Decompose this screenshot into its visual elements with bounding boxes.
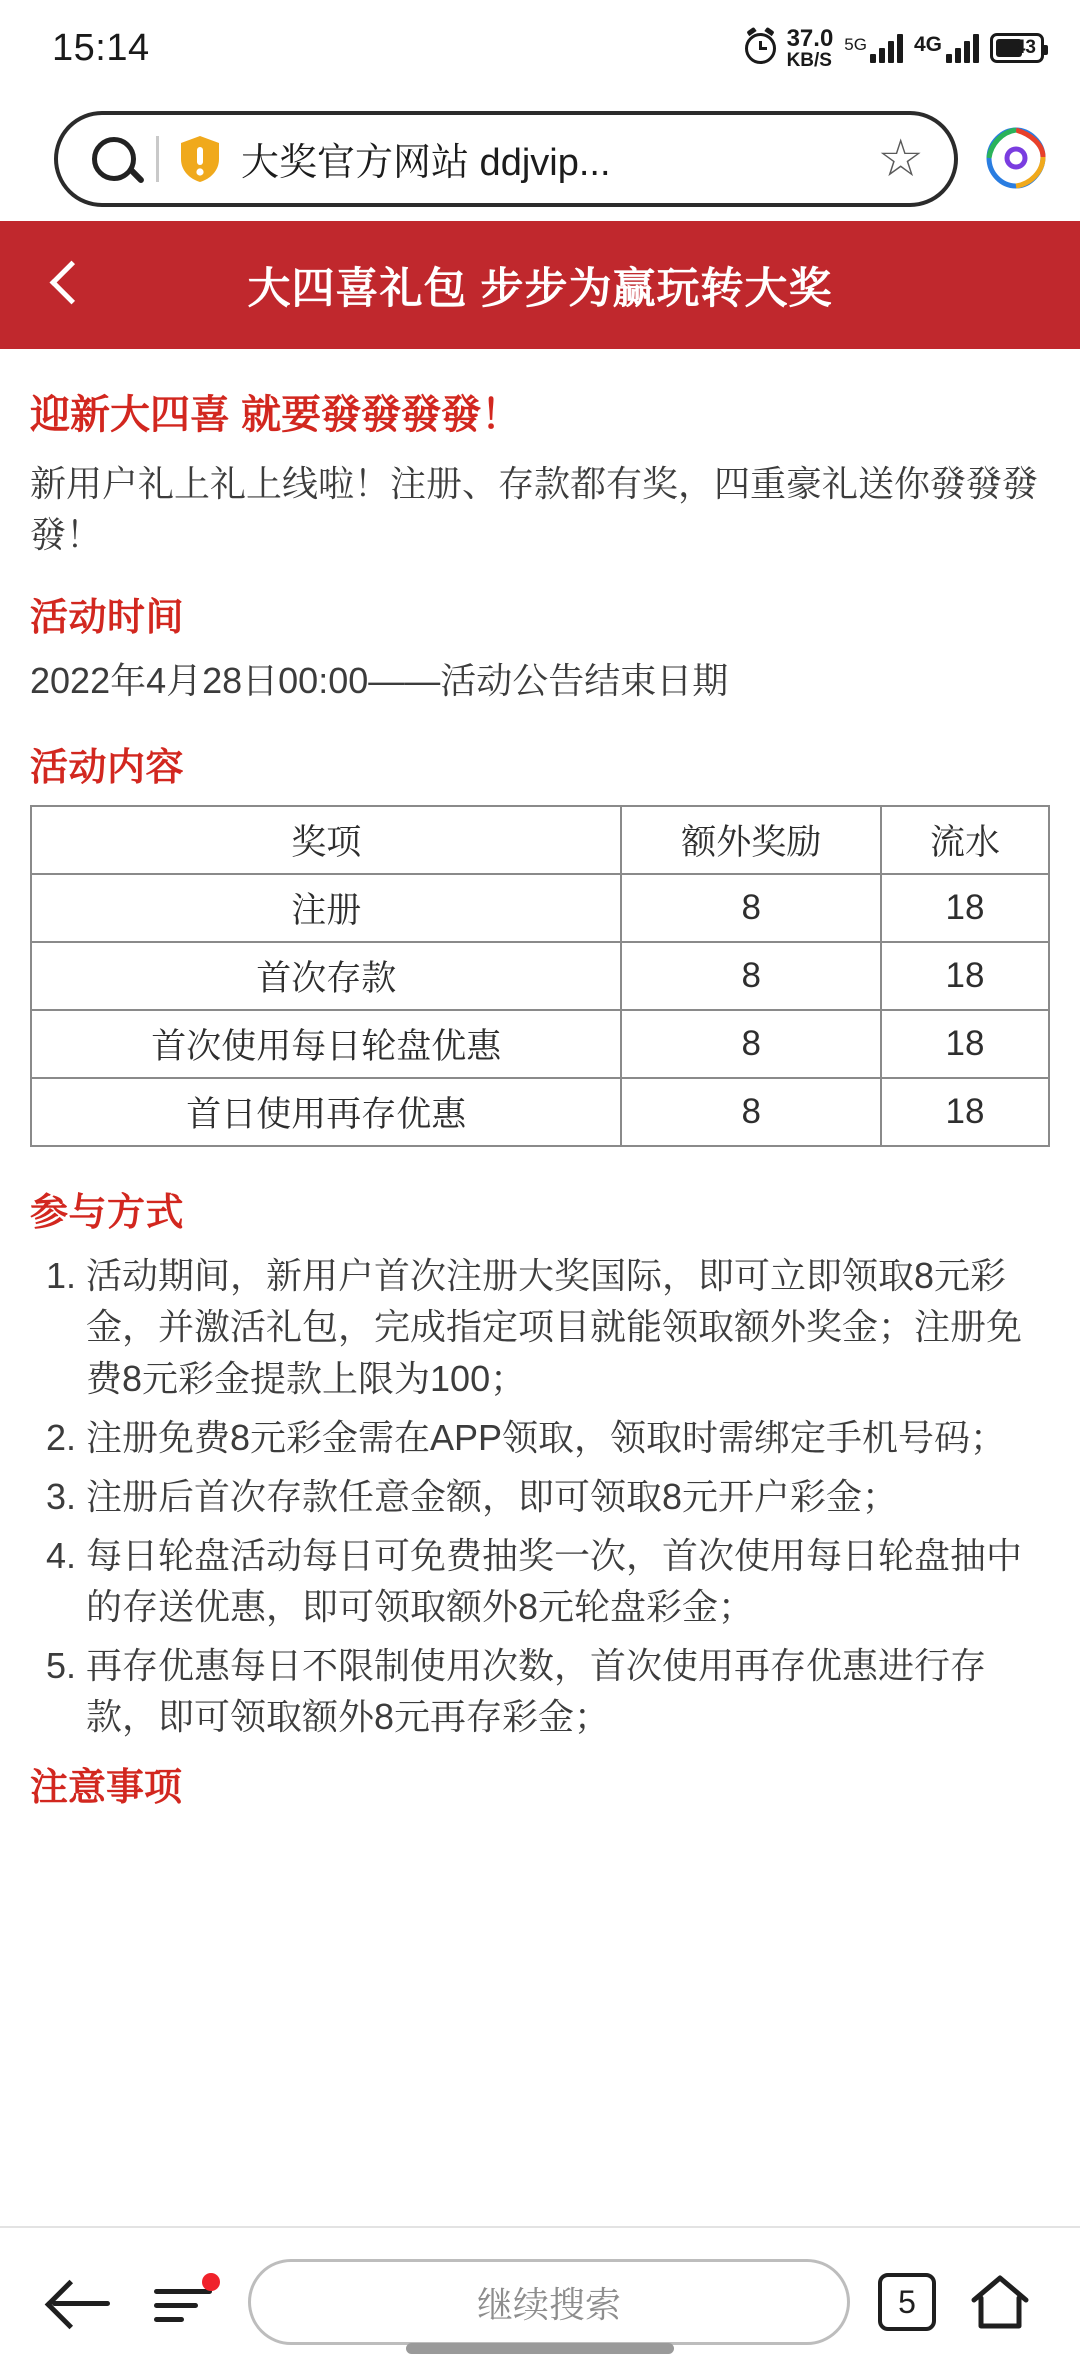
signal-bars-icon-2 (946, 33, 979, 63)
network-speed-unit: KB/S (786, 49, 832, 71)
tab-switcher-button[interactable] (878, 2273, 936, 2331)
table-cell: 18 (881, 1078, 1049, 1146)
arrow-left-icon[interactable] (44, 2265, 118, 2339)
table-row (31, 942, 1049, 1010)
battery-percent-label: 43 (1014, 37, 1036, 58)
alarm-clock-icon (745, 33, 776, 64)
table-cell: 首次使用每日轮盘优惠 (31, 1010, 621, 1078)
home-icon[interactable] (964, 2266, 1036, 2338)
battery-icon (990, 33, 1044, 63)
table-cell: 8 (621, 942, 881, 1010)
network-speed-value: 37.0 (786, 24, 834, 52)
rewards-table (30, 805, 1050, 1147)
menu-lines-icon[interactable] (146, 2265, 220, 2339)
sim1-signal-indicator (844, 33, 903, 63)
section-title-notes: 注意事项 (30, 1767, 183, 1810)
section-title-content: 活动内容 (30, 747, 185, 790)
tab-count-label: 5 (898, 2283, 916, 2320)
network-type-label: 4G (913, 33, 942, 56)
table-cell: 8 (621, 1010, 881, 1078)
status-bar (0, 0, 1080, 96)
divider (156, 136, 159, 182)
table-header-cell: 奖项 (31, 806, 621, 874)
search-input[interactable] (248, 2259, 850, 2345)
table-cell: 首次存款 (31, 942, 621, 1010)
activity-period: 2022年4月28日00:00——活动公告结束日期 (30, 660, 729, 702)
table-cell: 8 (621, 1078, 881, 1146)
table-header-cell: 流水 (881, 806, 1049, 874)
sim-5g-label: 5G (844, 35, 867, 54)
list-item: 4. 每日轮盘活动每日可免费抽奖一次，首次使用每日轮盘抽中的存送优惠，即可领取额外8元轮盘彩金； (86, 1530, 1050, 1632)
table-header-row (31, 806, 1049, 874)
list-item: 5. 再存优惠每日不限制使用次数，首次使用再存优惠进行存款，即可领取额外8元再存彩金； (86, 1640, 1050, 1742)
page-content (0, 349, 1080, 2226)
chevron-left-icon[interactable] (40, 258, 94, 312)
table-row (31, 1010, 1049, 1078)
list-item: 1. 活动期间，新用户首次注册大奖国际，即可立即领取8元彩金，并激活礼包，完成指定项目就能领取额外奖金；注册免费8元彩金提款上限为100； (86, 1250, 1050, 1403)
section-title-time: 活动时间 (30, 597, 185, 640)
table-cell: 8 (621, 874, 881, 942)
promo-intro: 新用户礼上礼上线啦！注册、存款都有奖，四重豪礼送你發發發發！ (30, 463, 1039, 556)
page-banner (0, 221, 1080, 349)
table-header-cell: 额外奖励 (621, 806, 881, 874)
table-cell: 18 (881, 874, 1049, 942)
rules-list (30, 1250, 1050, 1742)
notification-dot-icon (202, 2273, 220, 2291)
search-icon[interactable] (92, 137, 136, 181)
address-bar[interactable] (54, 111, 958, 207)
page-title: 大四喜礼包 步步为赢玩转大奖 (247, 264, 833, 313)
promo-headline: 迎新大四喜 就要發發發發！ (30, 393, 522, 437)
status-indicators (745, 24, 1044, 71)
signal-bars-icon (870, 33, 903, 63)
table-cell: 18 (881, 942, 1049, 1010)
network-speed-indicator (786, 24, 834, 71)
table-cell: 注册 (31, 874, 621, 942)
search-input-placeholder: 继续搜索 (476, 2283, 621, 2325)
list-item: 3. 注册后首次存款任意金额，即可领取8元开户彩金； (86, 1471, 1050, 1522)
table-row (31, 1078, 1049, 1146)
table-cell: 18 (881, 1010, 1049, 1078)
url-text[interactable]: 大奖官方网站 ddjvip... (241, 142, 611, 184)
warning-shield-icon[interactable] (179, 135, 221, 183)
browser-logo-icon[interactable] (980, 123, 1052, 195)
gesture-home-bar[interactable] (406, 2343, 674, 2354)
list-item: 2. 注册免费8元彩金需在APP领取，领取时需绑定手机号码； (86, 1412, 1050, 1463)
section-title-join: 参与方式 (30, 1192, 185, 1235)
star-outline-icon[interactable]: ☆ (877, 129, 924, 188)
browser-toolbar (0, 96, 1080, 221)
table-cell: 首日使用再存优惠 (31, 1078, 621, 1146)
sim2-signal-indicator (914, 33, 979, 63)
status-clock: 15:14 (52, 26, 150, 69)
table-row (31, 874, 1049, 942)
